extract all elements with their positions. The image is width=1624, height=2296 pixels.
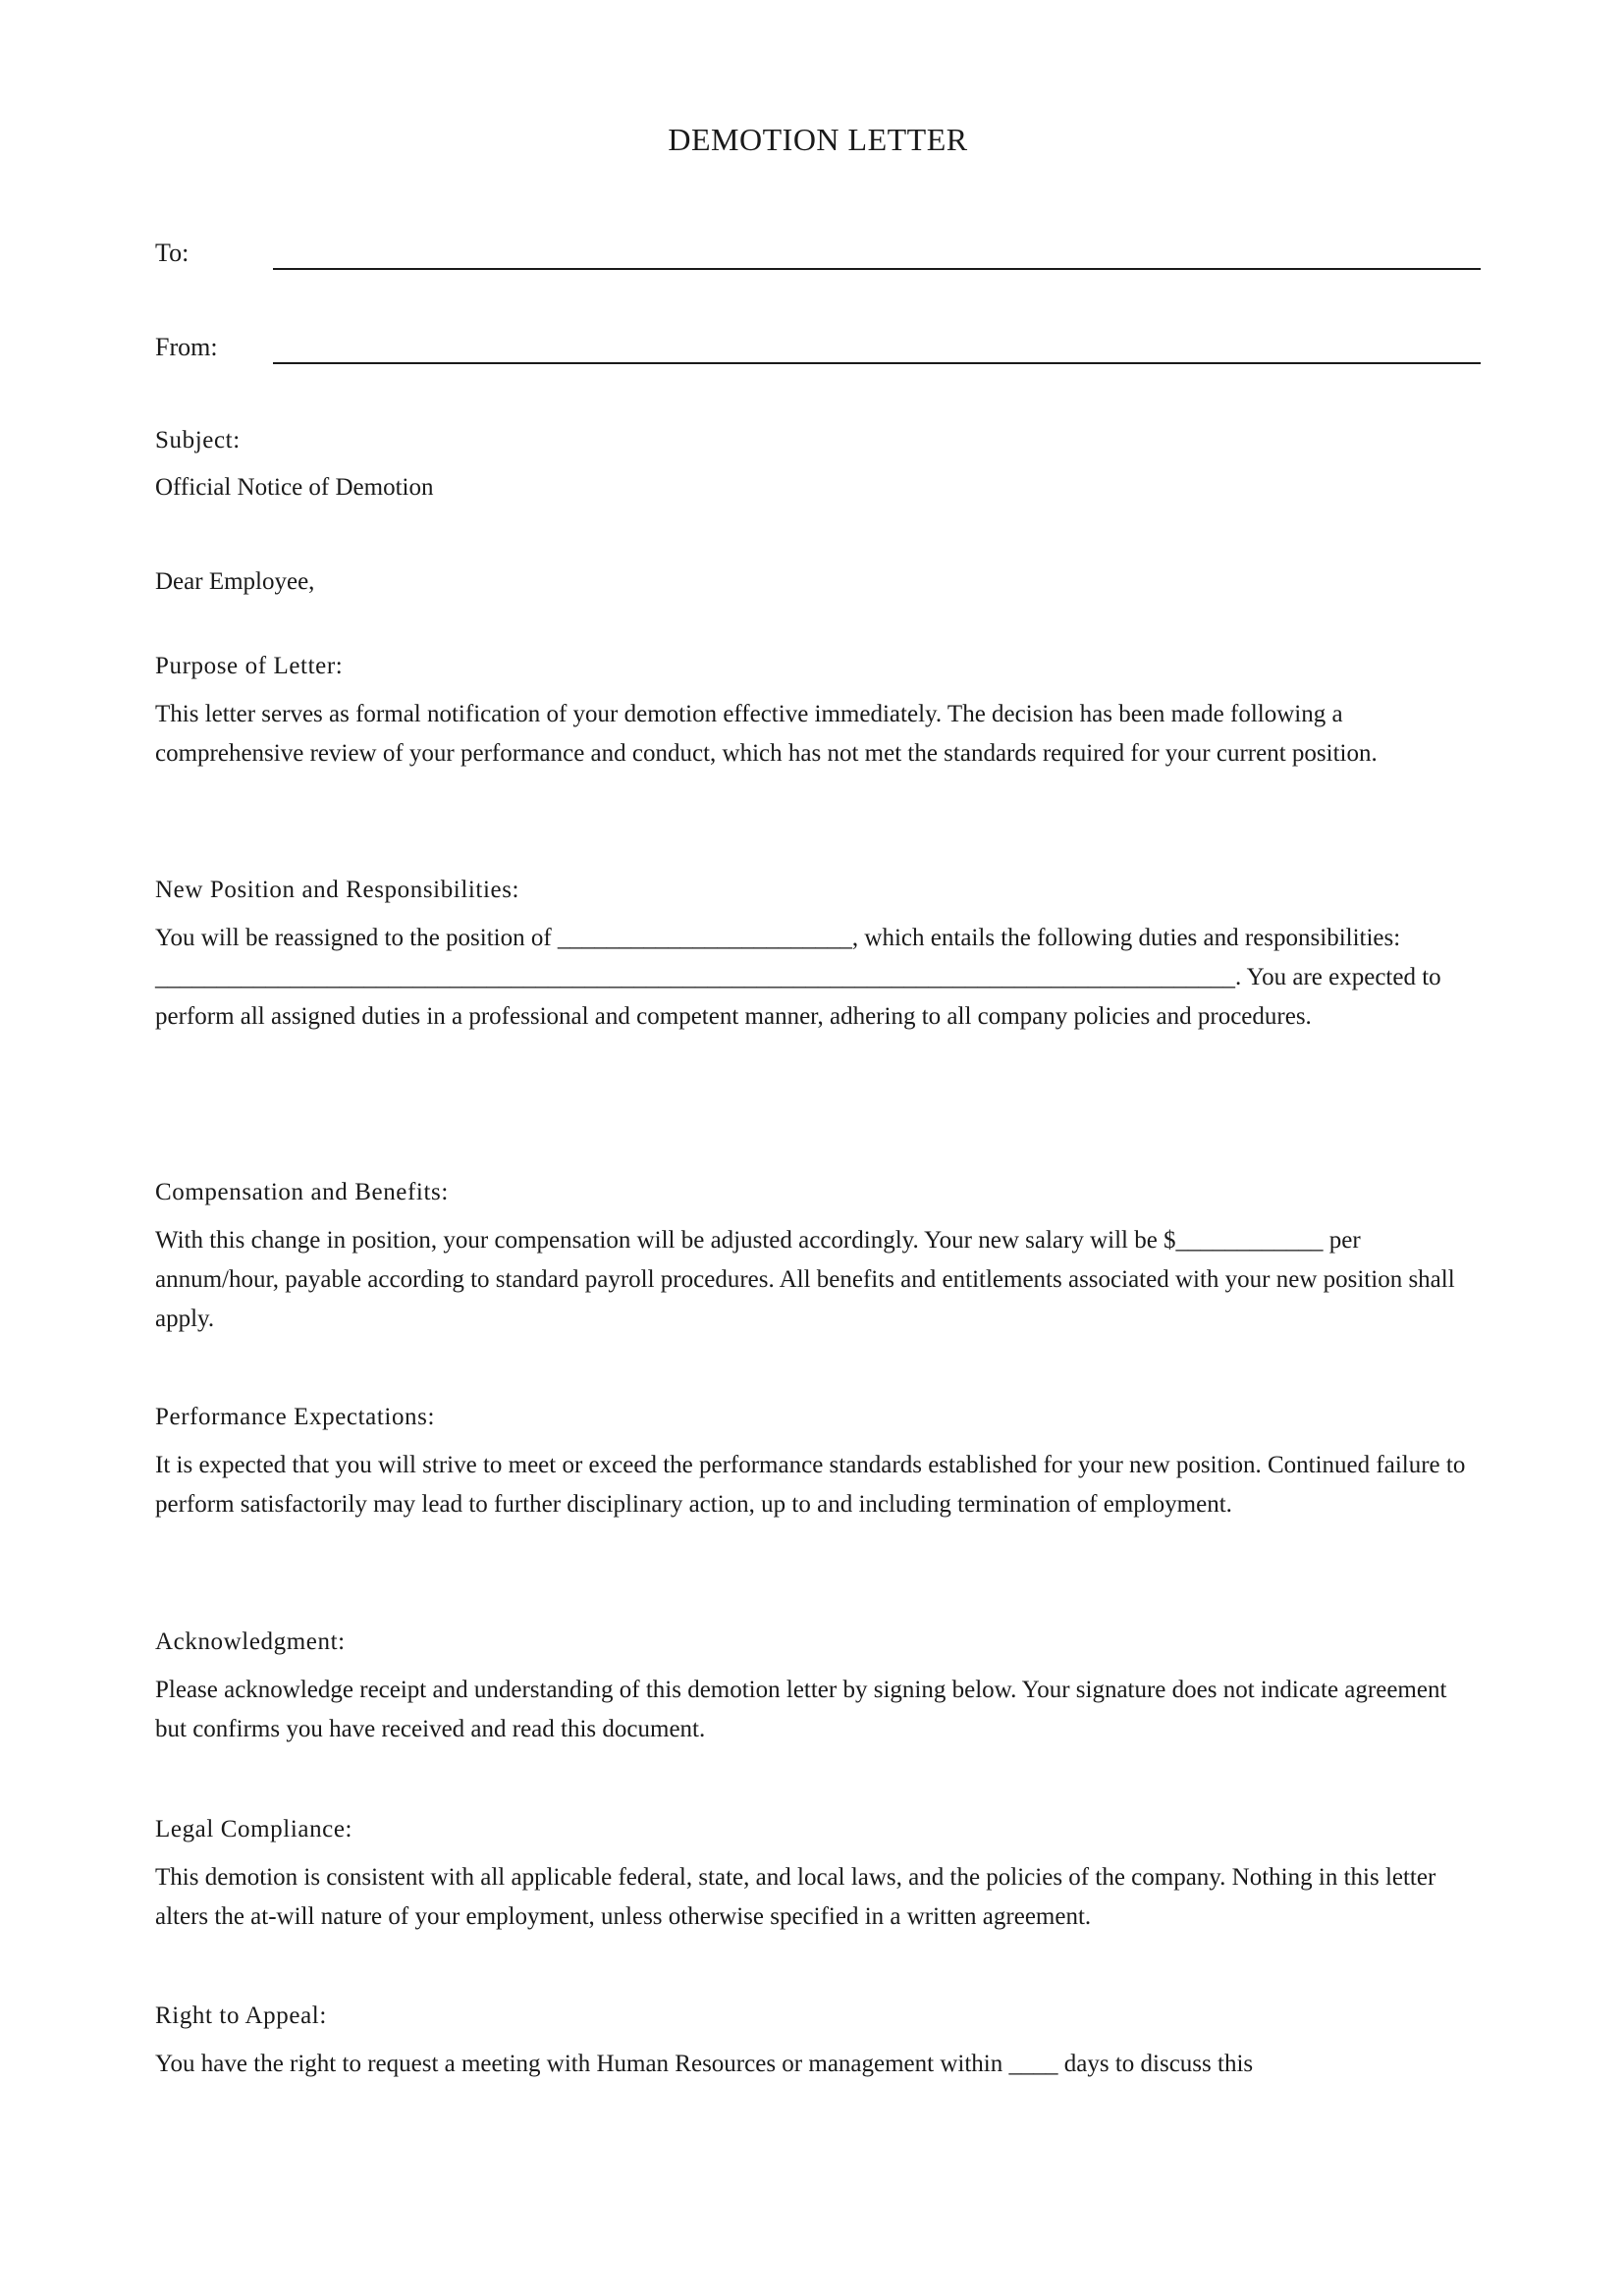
section-heading-purpose: Purpose of Letter: — [155, 653, 344, 679]
greeting: Dear Employee, — [155, 568, 315, 595]
section-heading-performance: Performance Expectations: — [155, 1404, 436, 1430]
section-body-acknowledgment: Please acknowledge receipt and understanding of this demotion letter by signing below. Your signature does not indicate agreement but confirms you have received and read this document. — [155, 1677, 1447, 1742]
to-blank-line — [273, 268, 1481, 270]
section-body-compensation: With this change in position, your compensation will be adjusted accordingly. Your new salary will be $____________ per annum/hour, payable according to standard payroll procedures. All benefits and entitlements associated with your new position shall apply. — [155, 1227, 1455, 1332]
section-heading-appeal: Right to Appeal: — [155, 2002, 327, 2029]
section-body-purpose: This letter serves as formal notification of your demotion effective immediately. The decision has been made following a comprehensive review of your performance and conduct, which has not met the standards required for your current position. — [155, 701, 1378, 767]
section-heading-legal: Legal Compliance: — [155, 1816, 353, 1842]
section-body-performance: It is expected that you will strive to meet or exceed the performance standards established for your new position. Continued failure to perform satisfactorily may lead to further disciplinary action, up to and including termination of employment. — [155, 1452, 1466, 1518]
section-heading-compensation: Compensation and Benefits: — [155, 1179, 449, 1205]
section-body-appeal: You have the right to request a meeting with Human Resources or management within ____ days to discuss this — [155, 2051, 1254, 2077]
subject-label: Subject: — [155, 427, 241, 454]
document-title: DEMOTION LETTER — [668, 122, 968, 157]
from-blank-line — [273, 362, 1481, 364]
section-heading-acknowledgment: Acknowledgment: — [155, 1629, 346, 1655]
section-heading-new-position: New Position and Responsibilities: — [155, 877, 520, 903]
to-label: To: — [155, 239, 189, 267]
from-label: From: — [155, 333, 218, 361]
section-body-new-position: You will be reassigned to the position of ________________________, which entails the following duties and responsibilities: ________________________________________________________________________________________. You are expected to perform all assigned duties in a professional and competent manner, adhering to all company policies and procedures. — [155, 925, 1441, 1030]
to-field — [155, 239, 1481, 278]
from-field — [155, 333, 1481, 372]
section-body-legal: This demotion is consistent with all applicable federal, state, and local laws, and the policies of the company. Nothing in this letter alters the at-will nature of your employment, unless otherwise specified in a written agreement. — [155, 1864, 1436, 1930]
subject-value: Official Notice of Demotion — [155, 474, 434, 501]
